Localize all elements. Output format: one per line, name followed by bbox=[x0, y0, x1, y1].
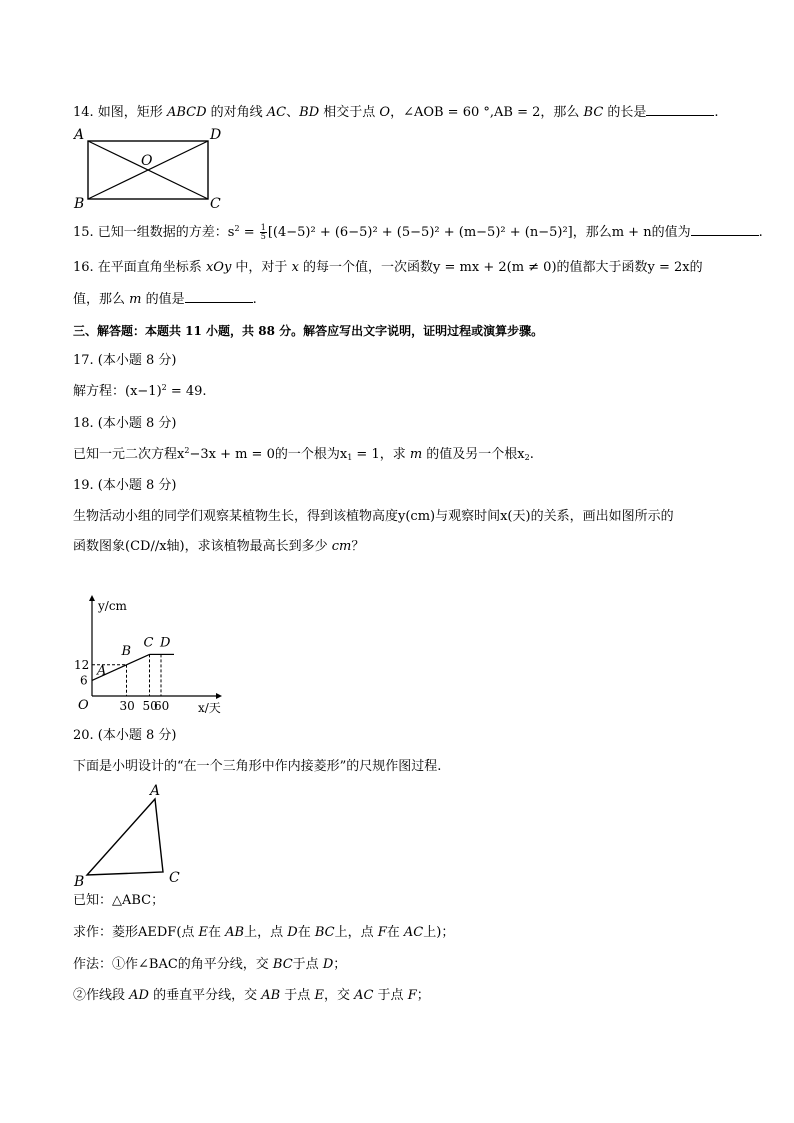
q20-step1a: 作法：①作∠BAC的角平分线，交 bbox=[73, 957, 273, 972]
q20-step2b: 的垂直平分线，交 bbox=[148, 988, 262, 1003]
q14-bd: BD bbox=[299, 105, 320, 120]
label-o: O bbox=[141, 153, 153, 169]
q20-intro: 下面是小明设计的“在一个三角形中作内接菱形”的尺规作图过程. bbox=[73, 759, 442, 774]
q16-line1 bbox=[73, 259, 703, 277]
q18-head: 18. (本小题 8 分) bbox=[73, 416, 177, 431]
q20-bc: BC bbox=[314, 925, 335, 940]
q15-prefix: 15. 已知一组数据的方差：s bbox=[73, 225, 235, 240]
q20-step2f: ； bbox=[416, 988, 430, 1003]
label-b: B bbox=[74, 196, 85, 212]
q20-step2a: ②作线段 bbox=[73, 988, 130, 1003]
q15-eq: = bbox=[239, 225, 259, 240]
point-label-D: D bbox=[160, 635, 171, 651]
q14-answer-blank bbox=[646, 103, 714, 116]
q17-body-a: 解方程：(x−1) bbox=[73, 384, 162, 399]
q19-head: 19. (本小题 8 分) bbox=[73, 478, 177, 493]
q16-x: x bbox=[291, 260, 299, 275]
q20-find bbox=[73, 924, 454, 942]
y-axis-label: y/cm bbox=[98, 599, 127, 613]
q20-find-b: 在 bbox=[208, 925, 226, 940]
q20-find-f: 在 bbox=[386, 925, 404, 940]
q14-prefix: 14. 如图，矩形 bbox=[73, 105, 167, 120]
q20-head: 20. (本小题 8 分) bbox=[73, 728, 177, 743]
q18-body-a: 已知一元二次方程x bbox=[73, 447, 185, 462]
x-tick-50: 50 bbox=[142, 699, 158, 713]
q20-step1-d: D bbox=[322, 957, 334, 972]
q16-m: m bbox=[129, 292, 142, 307]
q15-num: 1 bbox=[260, 223, 266, 232]
q16-l1b: 中，对于 bbox=[231, 260, 292, 275]
q20-find-a: 求作：菱形AEDF(点 bbox=[73, 925, 199, 940]
q16-l1c: 的每一个值，一次函数y = mx + 2(m ≠ 0)的值都大于函数y = 2x的 bbox=[298, 260, 703, 275]
q20-step2c: 于点 bbox=[280, 988, 315, 1003]
q20-find-c: 上，点 bbox=[244, 925, 288, 940]
q14-t3: ，∠AOB = 60 °,AB = 2，那么 bbox=[390, 105, 584, 120]
label-d: D bbox=[210, 127, 222, 143]
q19-line2 bbox=[73, 538, 364, 556]
q15-answer-blank bbox=[691, 223, 759, 236]
q14-t1: 的对角线 bbox=[206, 105, 267, 120]
q14-t4: 的长是 bbox=[603, 105, 647, 120]
q16-line2 bbox=[73, 290, 257, 309]
q14-end: . bbox=[714, 105, 719, 120]
q14-bc: BC bbox=[583, 105, 604, 120]
origin-label: O bbox=[78, 698, 89, 713]
q16-xoy: xOy bbox=[205, 260, 232, 275]
q18-m: m bbox=[409, 447, 423, 462]
q14-ac: AC bbox=[266, 105, 287, 120]
q20-step2-ac: AC bbox=[354, 988, 374, 1003]
q19-l2a: 函数图象(CD//x轴)，求该植物最高长到多少 bbox=[73, 539, 332, 554]
q18-end: . bbox=[529, 447, 534, 462]
q15-den: 5 bbox=[260, 232, 266, 241]
q20-step2d: ，交 bbox=[323, 988, 355, 1003]
q18-sq: 2 bbox=[184, 446, 190, 455]
point-label-B: B bbox=[121, 643, 132, 659]
point-label-A: A bbox=[97, 663, 107, 679]
q17-body bbox=[73, 383, 207, 401]
q16-end: . bbox=[252, 292, 257, 307]
q20-step2-ad: AD bbox=[129, 988, 149, 1003]
q20-step1c: ； bbox=[333, 957, 347, 972]
tri-label-b: B bbox=[74, 874, 85, 890]
q18-body-d: 的值及另一个根x bbox=[422, 447, 525, 462]
q19-cm: cm bbox=[331, 539, 352, 554]
q16-l1a: 16. 在平面直角坐标系 bbox=[73, 260, 206, 275]
q17-head: 17. (本小题 8 分) bbox=[73, 353, 177, 368]
q20-ac: AC bbox=[403, 925, 424, 940]
q14-sep: 、 bbox=[286, 105, 300, 120]
q14-o: O bbox=[379, 105, 391, 120]
q18-sub2: 2 bbox=[524, 453, 530, 462]
q19-line1: 生物活动小组的同学们观察某植物生长，得到该植物高度y(cm)与观察时间x(天)的关系，画出如图所示的 bbox=[73, 509, 674, 524]
q20-step2 bbox=[73, 987, 430, 1005]
q14-rectangle-figure bbox=[70, 124, 230, 212]
q20-d: D bbox=[287, 925, 298, 940]
q19-function-graph bbox=[70, 592, 240, 722]
q20-step1-bc: BC bbox=[272, 957, 293, 972]
label-a: A bbox=[74, 127, 85, 143]
q20-f: F bbox=[377, 925, 387, 940]
q16-l2a: 值，那么 bbox=[73, 292, 130, 307]
q15-text bbox=[73, 223, 763, 242]
q15-end: . bbox=[758, 225, 763, 240]
tri-label-a: A bbox=[150, 783, 161, 799]
x-tick-60: 60 bbox=[154, 699, 170, 713]
q16-answer-blank bbox=[185, 290, 253, 303]
q15-expr: [(4−5)² + (6−5)² + (5−5)² + (m−5)² + (n−5)²]，那么m + n的值为 bbox=[267, 225, 691, 240]
q20-step1 bbox=[73, 956, 346, 974]
q20-step2e: 于点 bbox=[373, 988, 408, 1003]
q20-step2-e: E bbox=[314, 988, 324, 1003]
tri-label-c: C bbox=[169, 870, 180, 886]
x-axis-arrow bbox=[216, 693, 222, 699]
x-tick-30: 30 bbox=[119, 699, 135, 713]
q20-ab: AB bbox=[225, 925, 245, 940]
q14-abcd: ABCD bbox=[166, 105, 207, 120]
q17-body-b: = 49. bbox=[166, 384, 207, 399]
q20-find-e: 上，点 bbox=[334, 925, 378, 940]
point-label-C: C bbox=[143, 635, 154, 651]
y-axis-arrow bbox=[89, 595, 95, 601]
q17-sq: 2 bbox=[161, 383, 167, 392]
q20-triangle-figure bbox=[70, 780, 200, 890]
q18-body-b: −3x + m = 0的一个根为x bbox=[189, 447, 348, 462]
y-tick-12: 12 bbox=[74, 657, 90, 672]
q15-fraction bbox=[260, 224, 267, 241]
q20-step2-f: F bbox=[407, 988, 417, 1003]
q20-step1b: 于点 bbox=[292, 957, 323, 972]
q18-body bbox=[73, 446, 534, 464]
q14-t2: 相交于点 bbox=[319, 105, 380, 120]
q15-sq: 2 bbox=[234, 224, 240, 233]
q19-l2b: ？ bbox=[351, 539, 365, 554]
triangle-abc bbox=[87, 799, 163, 875]
q16-l2b: 的值是 bbox=[141, 292, 185, 307]
q20-find-g: 上)； bbox=[423, 925, 455, 940]
q20-step2-ab: AB bbox=[261, 988, 281, 1003]
q18-body-c: = 1，求 bbox=[352, 447, 410, 462]
q20-known: 已知：△ABC； bbox=[73, 893, 165, 908]
q14-text bbox=[73, 103, 719, 122]
q18-sub1: 1 bbox=[347, 453, 353, 462]
section3-title: 三、解答题：本题共 11 小题，共 88 分。解答应写出文字说明，证明过程或演算步骤。 bbox=[73, 324, 544, 338]
label-c: C bbox=[210, 196, 221, 212]
q20-e: E bbox=[198, 925, 209, 940]
q20-find-d: 在 bbox=[297, 925, 315, 940]
y-tick-6: 6 bbox=[80, 673, 88, 688]
x-axis-label: x/天 bbox=[198, 701, 221, 715]
